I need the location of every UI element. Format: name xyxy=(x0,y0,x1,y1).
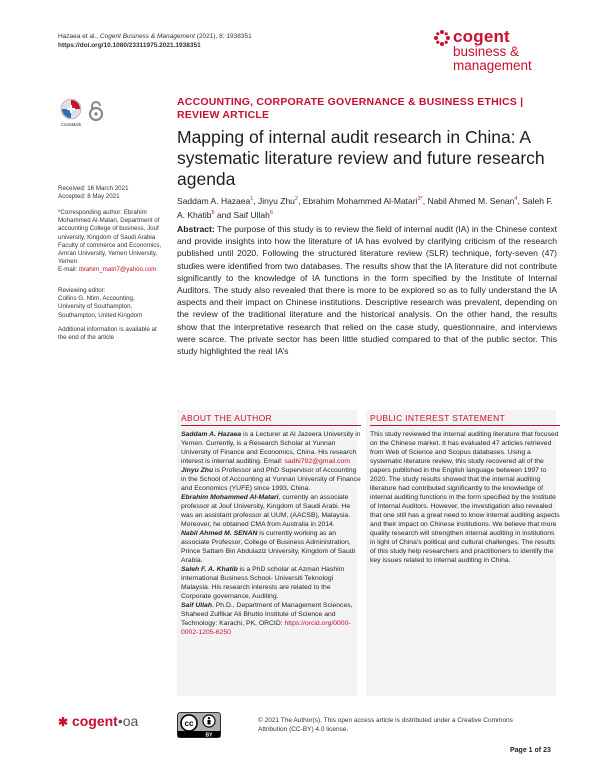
additional-info: Additional information is available at the end of the article xyxy=(58,326,157,342)
author-name: Saddam A. Hazaea xyxy=(177,195,251,206)
creative-commons-by-icon[interactable] xyxy=(177,712,221,738)
citation-authors: Hazaea et al., xyxy=(58,33,100,40)
article-section xyxy=(177,96,537,122)
section-line1: ACCOUNTING, CORPORATE GOVERNANCE & BUSINESS ETHICS | xyxy=(177,96,524,108)
author-affiliation-mark: 6 xyxy=(269,209,273,216)
bio-author-name: Saleh F. A. Khatib xyxy=(181,566,238,573)
author-name: Jinyu Zhu xyxy=(258,195,295,206)
logo-brand: cogent xyxy=(453,27,510,46)
cogent-business-management-logo xyxy=(433,28,532,73)
svg-text:CrossMark: CrossMark xyxy=(60,122,82,127)
email-label: E-mail: xyxy=(58,266,79,274)
reviewing-editor xyxy=(58,287,163,320)
author-affiliation-mark: 3* xyxy=(417,196,423,202)
abstract xyxy=(177,223,557,357)
cogent-oa-flower-icon: ✱ xyxy=(58,715,69,729)
public-interest-text: This study reviewed the internal auditing literature that focused on the Chinese market. It has evaluated 47 articles retrieved from Web of Science and Scopus databases. Using a systematic literature review, this study recovered all of the papers published in the English language between 1997 to 2020. The study results showed that the internal auditing literature had contributed significantly to the knowledge of internal auditing functions in the form specified by the Institute of Internal Auditors. However, the investigation also revealed that one still has a great need to know internal auditing aspects and their impact on Chinese institutions. We believe that more quality research will strengthen internal auditing in institutions in light of China’s political and cultural challenges. The results of this study help researchers and practitioners to identify the key issues related to internal auditing in China. xyxy=(370,431,560,564)
author-bio: Saif Ullah, Ph.D., Department of Management Sciences, Shaheed Zulfikar Ali Bhutto Institute of Science and Technology: Karachi, PK, ORCID: https://orcid.org/0000-0002-1205-6250 xyxy=(181,602,353,636)
by-label: BY xyxy=(205,732,213,738)
author-name: Ebrahim Mohammed Al-Matari xyxy=(302,195,418,206)
author-bio: Jinyu Zhu is Professor and PhD Supervisor of Accounting in the School of Accounting at Yunnan University of Finance and Economics (YUFE) since 1993, China. xyxy=(181,467,361,492)
license-statement xyxy=(258,716,558,734)
bio-author-name: Jinyu Zhu xyxy=(181,467,214,474)
cc-label: cc xyxy=(184,719,194,728)
corresponding-author xyxy=(58,209,163,275)
public-interest-heading: PUBLIC INTEREST STATEMENT xyxy=(370,413,506,423)
author-bio: Nabil Ahmed M. SENAN is currently working as an associate Professor, College of Business Administration, Prince Sattam Bin Abdulaziz University, Kingdom of Saudi Arabia. xyxy=(181,530,356,564)
doi-link[interactable]: https://doi.org/10.1080/23311975.2021.1938351 xyxy=(58,42,201,49)
article-title: Mapping of internal audit research in China: A systematic literature review and future research agenda xyxy=(177,127,545,189)
cogent-flower-icon xyxy=(433,29,451,47)
bio-author-name: Nabil Ahmed M. SENAN xyxy=(181,530,258,537)
author-affiliation-mark: 4 xyxy=(514,196,518,202)
abstract-label: Abstract: xyxy=(177,224,215,234)
heading-rule xyxy=(370,425,560,426)
about-author-heading: ABOUT THE AUTHOR xyxy=(181,413,272,423)
bio-link[interactable]: https://orcid.org/0000-0002-1205-6250 xyxy=(181,620,351,636)
public-interest-box xyxy=(366,410,560,696)
corresponding-text: *Corresponding author: Ebrahim Mohammed Al-Matari, Department of accounting College of business, Jouf university, Kingdom of Saudi Arabia Faculty of commerce and Economics, Amran University, Yemen University, Yemen xyxy=(58,209,162,266)
license-line1: © 2021 The Author(s). This open access article is distributed under a Creative Commons xyxy=(258,717,513,724)
section-line2: REVIEW ARTICLE xyxy=(177,109,270,121)
author-affiliation-mark: 5 xyxy=(211,209,215,216)
abstract-text: The purpose of this study is to review the field of internal audit (IA) in the Chinese context and provide insights into how the literature of IA has evolved by clarifying criticism of the research published until 2020. Following the structured literature review (SLR) technique, forty-seven (47) studies were identified from two databases. The results show that the IA literature did not contribute significantly to the knowledge of IA functions in the form specified by the Institute of Internal Auditors. The study also revealed that there is more to be explored so as to fully understand the IA aspects and their impact on Chinese institutions. Descriptive research was prevalent, depending on the review of the traditional literature and the historical analysis. On the other hand, the results show that the interpretative research that relied on the case study, questionnaire, and interviews were scarce. The private sector has been little studied compared to that of the public sector. This study highlighted the real IA’s xyxy=(177,224,557,357)
citation-journal: Cogent Business & Management xyxy=(99,33,195,40)
author-name: Saleh F. A. Khatib xyxy=(177,195,553,220)
bio-link[interactable]: sadhi792@gmail.com xyxy=(284,458,350,465)
citation-rest: (2021), 8: 1938351 xyxy=(194,33,252,40)
author-bio: Saddam A. Hazaea is a Lecturer at Al Jazeera University in Yemen. Currently, is a Research Scholar at Yunnan University of Finance and Economics, China. His research interest is internal auditing. Email: sadhi792@gmail.com xyxy=(181,431,361,465)
author-affiliation-mark: 1 xyxy=(250,196,254,202)
about-author-text xyxy=(181,430,361,637)
author-affiliation-mark: 2 xyxy=(294,196,298,202)
citation-line xyxy=(58,33,252,42)
author-name: Saif Ullah xyxy=(233,209,270,220)
reviewing-editor-label: Reviewing editor: xyxy=(58,287,106,294)
bio-author-name: Ebrahim Mohammed Al-Matari xyxy=(181,494,279,501)
cogent-oa-brand: cogent xyxy=(71,713,118,729)
editor-details: Collins G. Ntim, Accounting, University of Southampton, Southampton, United Kingdom xyxy=(58,295,143,319)
logo-line1: business & xyxy=(453,44,520,59)
cogent-oa-suffix: •oa xyxy=(117,713,139,729)
bio-author-name: Saif Ullah xyxy=(181,602,212,609)
author-email-link[interactable]: ibrahim_matri7@yahoo.com xyxy=(78,266,157,274)
received-date: Received: 16 March 2021 xyxy=(58,185,129,192)
accepted-date: Accepted: 8 May 2021 xyxy=(58,193,120,200)
cogent-oa-logo xyxy=(58,713,138,729)
open-access-lock-icon xyxy=(88,100,104,122)
heading-rule xyxy=(181,425,361,426)
author-bio: Saleh F. A. Khatib is a PhD scholar at Azman Hashim International Business School- Universiti Teknologi Malaysia. His research interests are related to the Corporate governance, Auditing. xyxy=(181,566,345,600)
license-line2: Attribution (CC-BY) 4.0 license. xyxy=(258,726,349,733)
author-list: Saddam A. Hazaea$^1$, Jinyu Zhu$^2$, Ebrahim Mohammed Al-Matari$^{3*}$, Nabil Ahmed M. Senan$^4$, Saleh F. A. Khatib$^5$ and Saif Ullah$^6$ xyxy=(177,195,553,220)
author-name: Nabil Ahmed M. Senan xyxy=(427,195,515,206)
about-author-box xyxy=(177,410,361,696)
bio-author-name: Saddam A. Hazaea xyxy=(181,431,242,438)
logo-line2: management xyxy=(453,58,532,73)
page-number: Page 1 of 23 xyxy=(510,747,551,754)
author-bio: Ebrahim Mohammed Al-Matari, currently an associate professor at Jouf University, Kingdom of Saudi Arabi. He was an assistant professor at UUM, (AACSB), Malaysia. Moreover, he obtained CMA from Australia in 2014. xyxy=(181,494,351,528)
crossmark-icon[interactable] xyxy=(60,98,82,128)
